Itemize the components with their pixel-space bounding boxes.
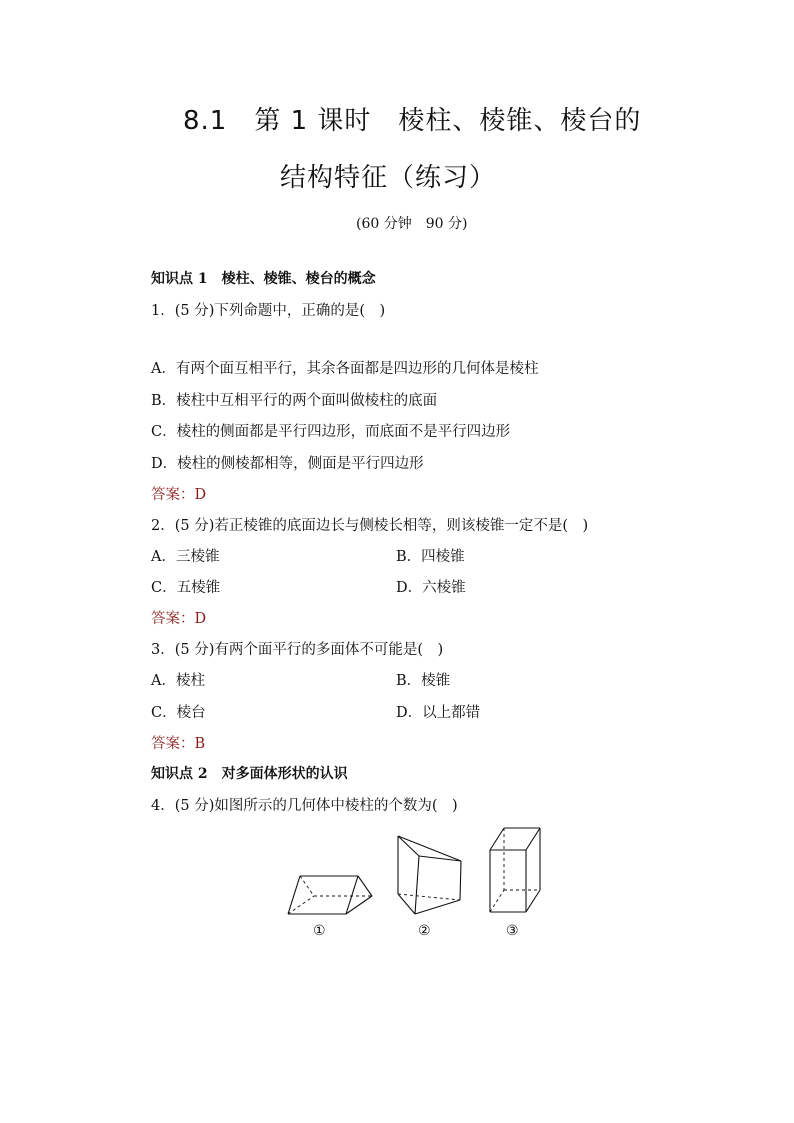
question-3-stem: 3．(5 分)有两个面平行的多面体不可能是( ): [151, 642, 444, 658]
section-heading-2: 知识点 2 对多面体形状的认识: [151, 766, 348, 782]
figure-1-label: ①: [313, 923, 326, 939]
section-heading-1: 知识点 1 棱柱、棱锥、棱台的概念: [151, 271, 376, 287]
question-3-option-a: A．棱柱: [151, 673, 205, 689]
question-3-option-c: C．棱台: [151, 705, 206, 721]
question-3-option-b: B．棱锥: [396, 673, 451, 689]
question-1-option-d: D．棱柱的侧棱都相等，侧面是平行四边形: [151, 456, 424, 472]
question-3-answer: 答案：B: [151, 736, 206, 752]
question-1-stem: 1．(5 分)下列命题中，正确的是( ): [151, 303, 386, 319]
question-1-option-b: B．棱柱中互相平行的两个面叫做棱柱的底面: [151, 393, 438, 409]
question-2-option-a: A．三棱锥: [151, 549, 220, 565]
question-4-stem: 4．(5 分)如图所示的几何体中棱柱的个数为( ): [151, 798, 458, 814]
figure-2-solid: [390, 828, 470, 920]
question-2-option-d: D．六棱锥: [396, 580, 466, 596]
question-1-option-c: C．棱柱的侧面都是平行四边形，而底面不是平行四边形: [151, 424, 511, 440]
question-2-option-b: B．四棱锥: [396, 549, 465, 565]
question-2-stem: 2．(5 分)若正棱锥的底面边长与侧棱长相等，则该棱锥一定不是( ): [151, 518, 589, 534]
question-2-option-c: C．五棱锥: [151, 580, 221, 596]
figure-1-prism: [280, 860, 380, 920]
question-2-answer: 答案：D: [151, 611, 207, 627]
figure-3-prism: [482, 822, 548, 918]
exercise-meta: (60 分钟 90 分): [356, 216, 468, 232]
question-1-answer: 答案：D: [151, 487, 207, 503]
question-1-option-a: A．有两个面互相平行，其余各面都是四边形的几何体是棱柱: [151, 361, 539, 377]
question-3-option-d: D．以上都错: [396, 705, 481, 721]
page-title-line2: 结构特征（练习）: [280, 163, 497, 193]
figure-3-label: ③: [506, 923, 519, 939]
page-title-line1: 8.1 第 1 课时 棱柱、棱锥、棱台的: [183, 106, 642, 136]
figure-2-label: ②: [418, 923, 431, 939]
